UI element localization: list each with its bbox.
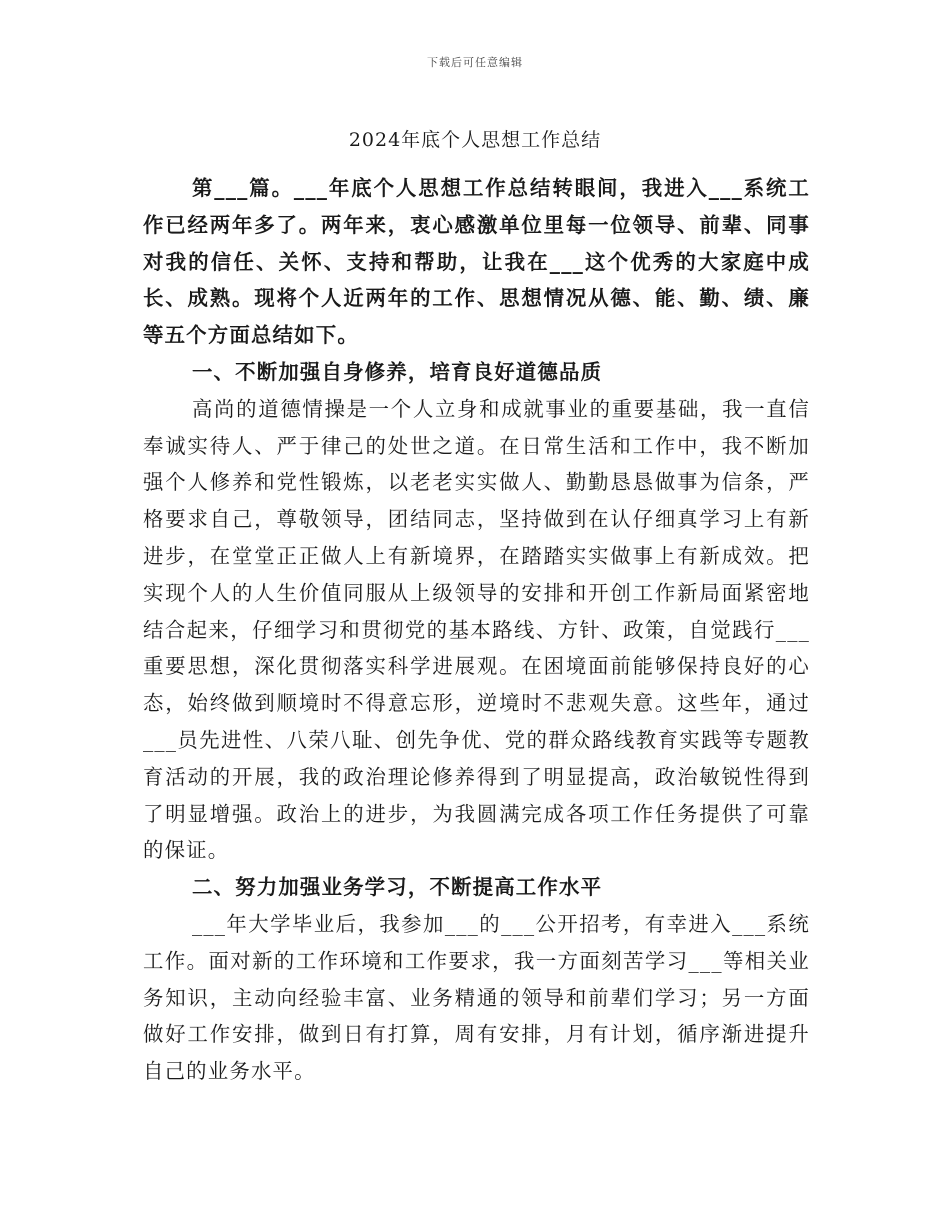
document-body <box>143 170 810 1090</box>
section-heading-2: 二、努力加强业务学习，不断提高工作水平 <box>191 875 603 900</box>
intro-paragraph: 第___篇。___年底个人思想工作总结转眼间，我进入___系统工作已经两年多了。两年来，衷心感激单位里每一位领导、前辈、同事对我的信任、关怀、支持和帮助，让我在___这个优秀的大家庭中成长、成熟。现将个人近两年的工作、思想情况从德、能、勤、绩、廉等五个方面总结如下。 <box>143 176 810 348</box>
section-heading-1: 一、不断加强自身修养，培育良好道德品质 <box>191 359 603 384</box>
section-body-2: ___年大学毕业后，我参加___的___公开招考，有幸进入___系统工作。面对新的工作环境和工作要求，我一方面刻苦学习___等相关业务知识，主动向经验丰富、业务精通的领导和前辈们学习；另一方面做好工作安排，做到日有打算，周有安排，月有计划，循序渐进提升自己的业务水平。 <box>143 911 810 1084</box>
document-title: 2024年底个人思想工作总结 <box>348 129 602 151</box>
section-body-1: 高尚的道德情操是一个人立身和成就事业的重要基础，我一直信奉诚实待人、严于律己的处世之道。在日常生活和工作中，我不断加强个人修养和党性锻炼，以老老实实做人、勤勤恳恳做事为信条，严格要求自己，尊敬领导，团结同志，坚持做到在认仔细真学习上有新进步，在堂堂正正做人上有新境界，在踏踏实实做事上有新成效。把实现个人的人生价值同服从上级领导的安排和开创工作新局面紧密地结合起来，仔细学习和贯彻党的基本路线、方针、政策，自觉践行___重要思想，深化贯彻落实科学进展观。在困境面前能够保持良好的心态，始终做到顺境时不得意忘形，逆境时不悲观失意。这些年，通过___员先进性、八荣八耻、创先争优、党的群众路线教育实践等专题教育活动的开展，我的政治理论修养得到了明显提高，政治敏锐性得到了明显增强。政治上的进步，为我圆满完成各项工作任务提供了可靠的保证。 <box>143 396 810 863</box>
header-note: 下载后可任意编辑 <box>427 56 523 69</box>
